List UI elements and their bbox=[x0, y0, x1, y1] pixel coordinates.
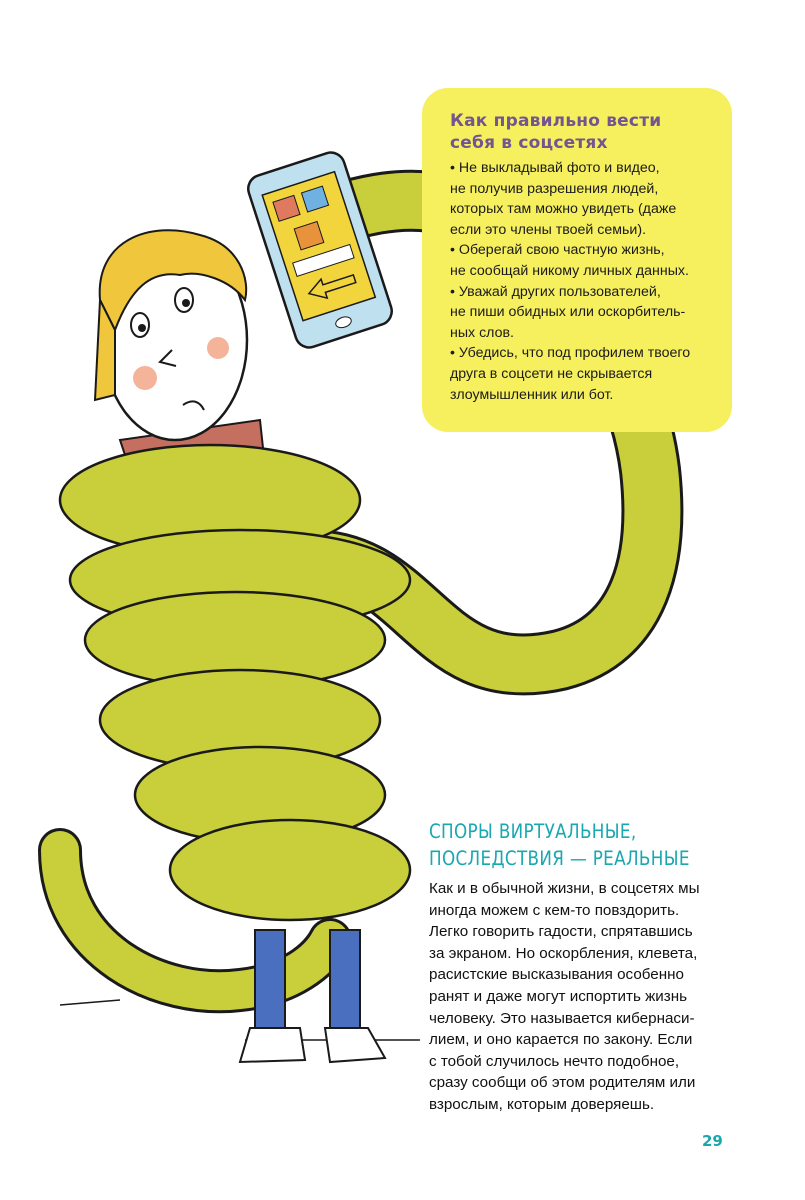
snake-coils bbox=[60, 445, 410, 920]
article-heading: СПОРЫ ВИРТУАЛЬНЫЕ, ПОСЛЕДСТВИЯ — РЕАЛЬНЫЕ bbox=[429, 820, 690, 870]
social-media-tips-callout bbox=[422, 88, 732, 432]
callout-title: Как правильно вести себя в соцсетях bbox=[450, 111, 662, 153]
boy-head bbox=[95, 230, 247, 440]
article-section bbox=[429, 818, 789, 1116]
page-number: 29 bbox=[702, 1132, 723, 1150]
article-body: Как и в обычной жизни, в соцсетях мы иногда можем с кем-то повздорить. Легко говорить гадости, спрятавшись за экраном. Но оскорбления, клевета, расистские высказывания особенно ранят и даже могут испортить жизнь человеку. Это называется кибернаси- лием, и оно карается по закону. Если с тобой случилось нечто подобное, сразу сообщи об этом родителям или взрослым, которым доверяешь. bbox=[429, 880, 700, 1113]
callout-text: • Не выкладывай фото и видео, не получив разрешения людей, которых там можно увидеть (даже если это члены твоей семьи). • Оберегай свою частную жизнь, не сообщай никому личных данных. • Уважай других пользователей, не пиши обидных или оскорбитель- ных слов. • Убедись, что под профилем твоего друга в соцсети не скрывается злоумышленник или бот. bbox=[450, 160, 691, 403]
